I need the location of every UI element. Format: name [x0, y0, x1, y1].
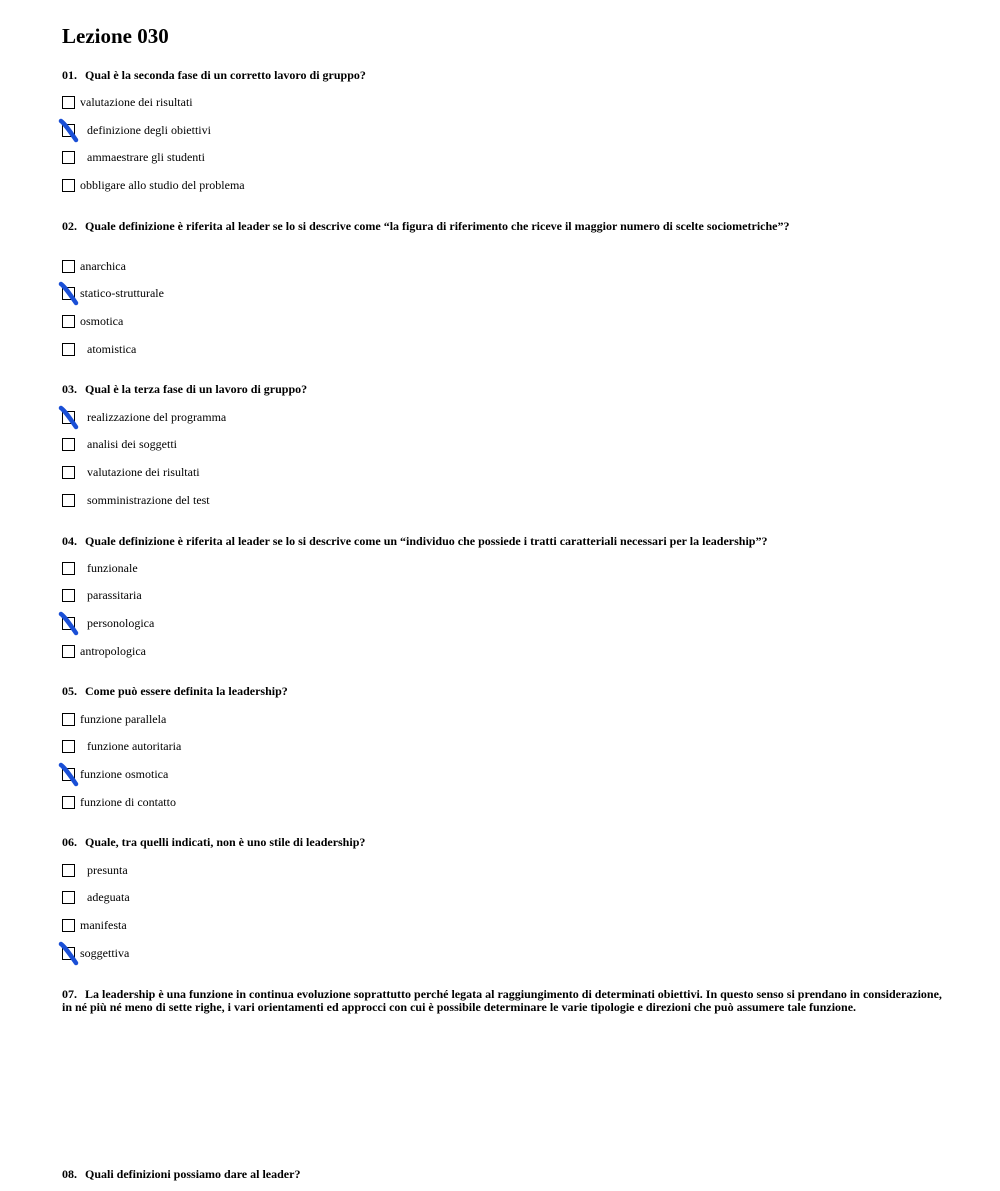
checkbox[interactable]: [62, 96, 75, 109]
option-02-b[interactable]: [62, 285, 164, 301]
option-01-c[interactable]: [62, 149, 205, 165]
option-label: statico-strutturale: [80, 286, 164, 300]
checkbox[interactable]: [62, 864, 75, 877]
checkmark-icon: [59, 118, 81, 144]
checkbox[interactable]: [62, 315, 75, 328]
option-06-c[interactable]: [62, 917, 127, 933]
option-label: personologica: [87, 616, 155, 630]
option-label: funzione di contatto: [80, 795, 176, 809]
option-label: atomistica: [87, 342, 137, 356]
checkbox[interactable]: [62, 151, 75, 164]
option-label: somministrazione del test: [87, 493, 210, 507]
question-07: [62, 988, 942, 1014]
option-label: adeguata: [87, 890, 130, 904]
option-label: parassitaria: [87, 588, 142, 602]
question-number: 04.: [62, 534, 77, 548]
option-02-a[interactable]: [62, 258, 126, 274]
option-04-b[interactable]: [62, 587, 142, 603]
checkmark-icon: [59, 762, 81, 788]
option-01-d[interactable]: [62, 177, 245, 193]
question-text: Quale definizione è riferita al leader se lo si descrive come un “individuo che possiede i tratti caratteriali necessari per la leadership”?: [85, 534, 768, 548]
question-01: [62, 69, 366, 82]
option-05-a[interactable]: [62, 711, 166, 727]
checkmark-icon: [59, 405, 81, 431]
option-label: funzione parallela: [80, 712, 167, 726]
question-number: 07.: [62, 987, 77, 1001]
option-label: soggettiva: [80, 946, 130, 960]
checkbox[interactable]: [62, 494, 75, 507]
question-02: [62, 220, 789, 233]
option-06-d[interactable]: [62, 945, 129, 961]
question-number: 02.: [62, 219, 77, 233]
option-03-b[interactable]: [62, 436, 177, 452]
option-05-b[interactable]: [62, 738, 181, 754]
checkbox[interactable]: [62, 891, 75, 904]
page-title: Lezione 030: [62, 24, 169, 48]
option-03-a[interactable]: [62, 409, 226, 425]
checkbox[interactable]: [62, 179, 75, 192]
question-text: Come può essere definita la leadership?: [85, 684, 288, 698]
option-label: obbligare allo studio del problema: [80, 178, 245, 192]
checkbox[interactable]: [62, 589, 75, 602]
option-label: valutazione dei risultati: [80, 95, 193, 109]
checkbox[interactable]: [62, 562, 75, 575]
option-03-d[interactable]: [62, 492, 210, 508]
option-05-c[interactable]: [62, 766, 168, 782]
checkbox[interactable]: [62, 438, 75, 451]
checkmark-icon: [59, 611, 81, 637]
question-text: Quale definizione è riferita al leader se lo si descrive come “la figura di riferimento che riceve il maggior numero di scelte sociometriche”?: [85, 219, 790, 233]
question-number: 03.: [62, 382, 77, 396]
option-03-c[interactable]: [62, 464, 200, 480]
checkbox[interactable]: [62, 343, 75, 356]
option-01-b[interactable]: [62, 122, 211, 138]
question-number: 06.: [62, 835, 77, 849]
option-06-b[interactable]: [62, 889, 130, 905]
option-01-a[interactable]: [62, 94, 193, 110]
option-02-c[interactable]: [62, 313, 123, 329]
checkmark-icon: [59, 281, 81, 307]
option-label: anarchica: [80, 259, 126, 273]
checkbox[interactable]: [62, 919, 75, 932]
option-label: presunta: [87, 863, 128, 877]
checkbox[interactable]: [62, 645, 75, 658]
option-label: definizione degli obiettivi: [87, 123, 211, 137]
option-label: funzione autoritaria: [87, 739, 182, 753]
question-text: Qual è la seconda fase di un corretto lavoro di gruppo?: [85, 68, 366, 82]
checkbox[interactable]: [62, 796, 75, 809]
option-04-d[interactable]: [62, 643, 146, 659]
option-05-d[interactable]: [62, 794, 176, 810]
option-label: funzionale: [87, 561, 138, 575]
checkbox[interactable]: [62, 466, 75, 479]
option-label: ammaestrare gli studenti: [87, 150, 205, 164]
question-number: 05.: [62, 684, 77, 698]
checkbox[interactable]: [62, 713, 75, 726]
question-03: [62, 383, 307, 396]
option-label: osmotica: [80, 314, 124, 328]
option-label: valutazione dei risultati: [87, 465, 200, 479]
question-04: [62, 535, 767, 548]
question-number: 01.: [62, 68, 77, 82]
question-06: [62, 836, 365, 849]
question-05: [62, 685, 288, 698]
question-text: La leadership è una funzione in continua evoluzione soprattutto perché legata al raggiungimento di determinati obiettivi. In questo senso si prendano in considerazione, in né più né meno di sette righe, i vari orientamenti ed approcci con cui è possibile determinare le varie tipologie e direzioni che può assumere tale funzione.: [62, 987, 942, 1014]
option-04-c[interactable]: [62, 615, 154, 631]
question-08: [62, 1168, 300, 1181]
option-label: realizzazione del programma: [87, 410, 227, 424]
checkmark-icon: [59, 941, 81, 967]
option-06-a[interactable]: [62, 862, 128, 878]
option-label: analisi dei soggetti: [87, 437, 177, 451]
checkbox[interactable]: [62, 740, 75, 753]
option-04-a[interactable]: [62, 560, 138, 576]
question-number: 08.: [62, 1167, 77, 1181]
option-label: funzione osmotica: [80, 767, 169, 781]
option-02-d[interactable]: [62, 341, 136, 357]
checkbox[interactable]: [62, 260, 75, 273]
question-text: Quale, tra quelli indicati, non è uno stile di leadership?: [85, 835, 366, 849]
option-label: manifesta: [80, 918, 127, 932]
option-label: antropologica: [80, 644, 146, 658]
question-text: Qual è la terza fase di un lavoro di gruppo?: [85, 382, 308, 396]
question-text: Quali definizioni possiamo dare al leader?: [85, 1167, 301, 1181]
